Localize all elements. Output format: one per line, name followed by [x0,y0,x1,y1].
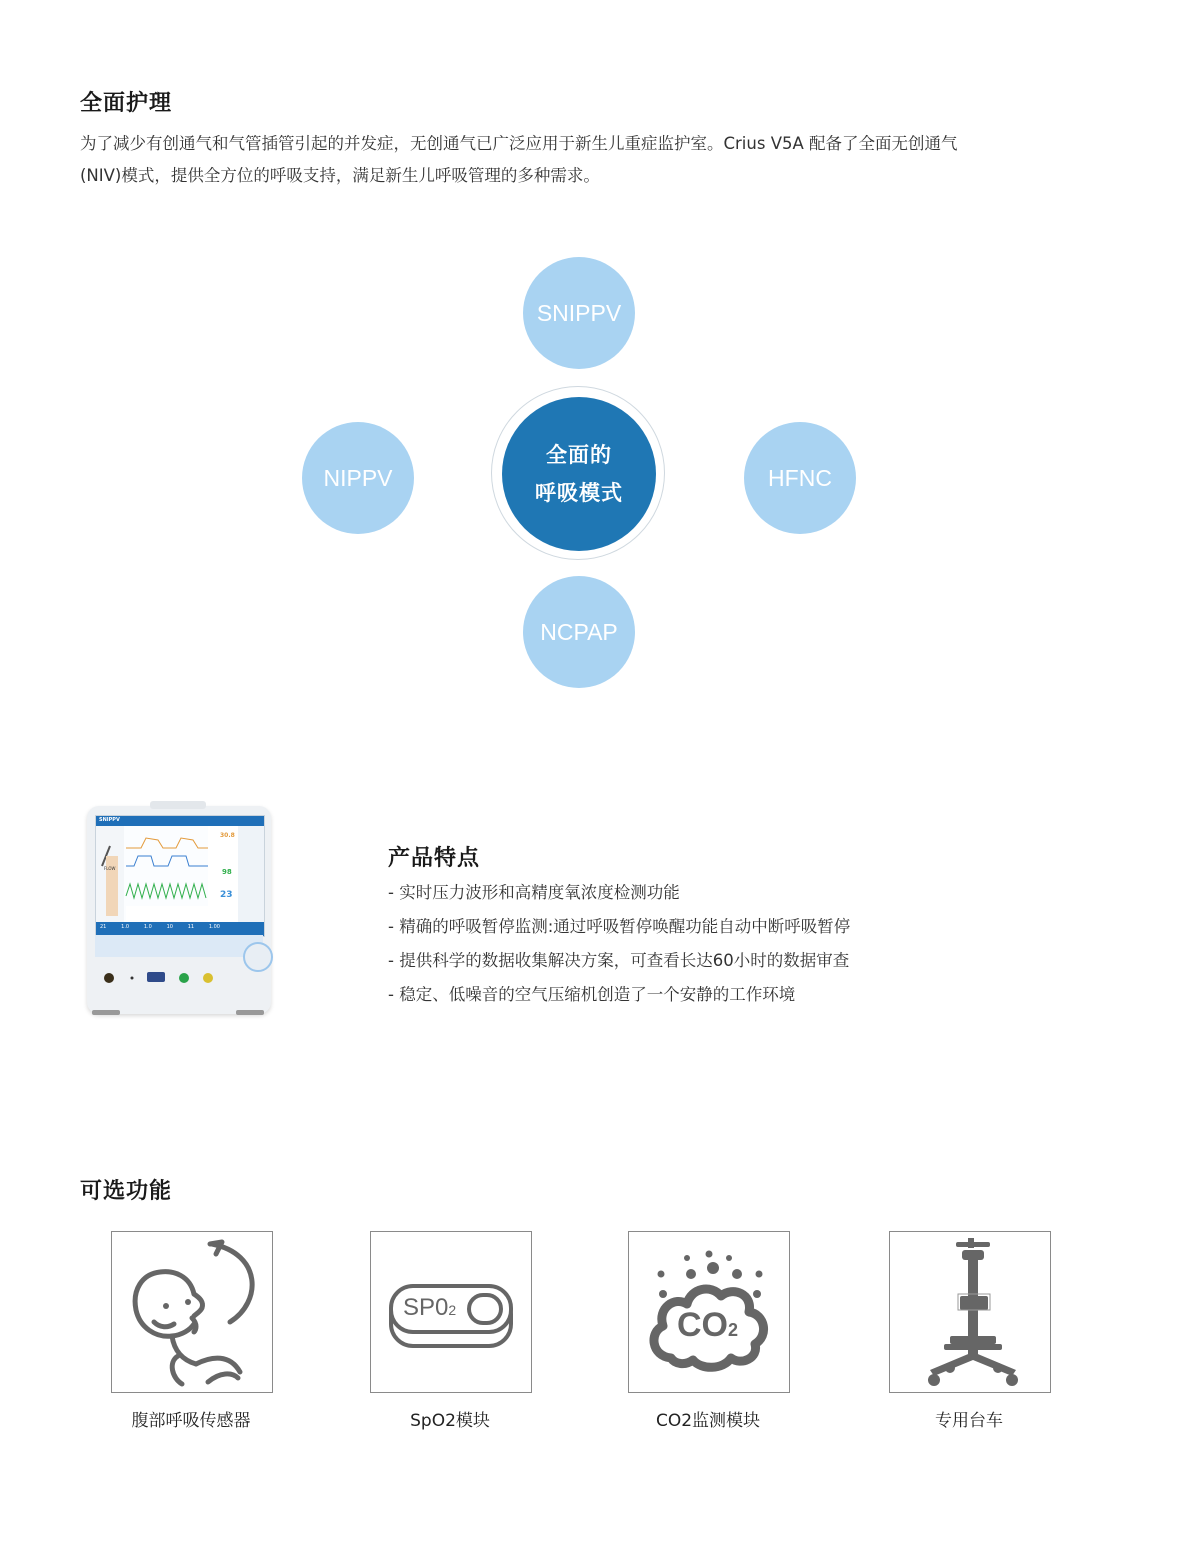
option-box-co2 [628,1231,790,1393]
option-label-spo2: SpO2模块 [410,1411,490,1431]
device-screen [95,815,265,937]
option-box-spo2 [370,1231,532,1393]
device-flow-label: FLOW [104,866,116,871]
mode-label-nippv: NIPPV [323,464,393,491]
device-handle [150,801,206,809]
intro-line-1: 为了减少有创通气和气管插管引起的并发症，无创通气已广泛应用于新生儿重症监护室。Crius V5A 配备了全面无创通气 [80,134,958,153]
mode-label-hfnc: HFNC [768,464,832,491]
feature-item: - 实时压力波形和高精度氧浓度检测功能 [388,883,680,902]
spo2-icon-text: SP02 [403,1294,457,1321]
baby-breathing-icon [112,1232,272,1392]
features-list [388,876,1108,1012]
mode-circle-nippv [302,422,414,534]
mode-circle-ncpap [523,576,635,688]
device-control-strip [95,935,263,957]
option-box-cart [889,1231,1051,1393]
feature-item: - 提供科学的数据收集解决方案，可查看长达60小时的数据审查 [388,951,850,970]
center-label-line1: 全面的 [546,443,612,467]
feature-item: - 稳定、低噪音的空气压缩机创造了一个安静的工作环境 [388,985,796,1004]
section-title-features: 产品特点 [388,846,481,871]
device-bottom-values: 21 1.0 1.0 10 11 1.00 [100,924,220,930]
mode-circle-snippv [523,257,635,369]
intro-line-2: (NIV)模式，提供全方位的呼吸支持，满足新生儿呼吸管理的多种需求。 [80,166,600,185]
mode-circle-hfnc [744,422,856,534]
device-waveforms [96,826,264,936]
device-value-c: 23 [220,890,233,900]
mode-label-snippv: SNIPPV [536,299,622,326]
section-title-care: 全面护理 [80,91,173,116]
option-label-co2: CO2监测模块 [655,1411,761,1431]
device-value-a: 30.8 [220,832,235,839]
center-label-line2: 呼吸模式 [535,481,623,505]
feature-item: - 精确的呼吸暂停监测:通过呼吸暂停唤醒功能自动中断呼吸暂停 [388,917,851,936]
option-box-abdominal-sensor [111,1231,273,1393]
device-ports [95,962,263,1002]
device-value-b: 98 [222,868,232,876]
section-title-options: 可选功能 [80,1179,173,1204]
option-label-abdominal-sensor: 腹部呼吸传感器 [131,1411,251,1431]
co2-icon-text: CO2 [677,1306,739,1344]
center-circle [502,397,656,551]
mode-label-ncpap: NCPAP [540,618,618,645]
device-foot-left [92,1010,120,1015]
cart-stand-icon [890,1232,1050,1392]
device-foot-right [236,1010,264,1015]
option-label-cart: 专用台车 [935,1411,1003,1431]
device-mode-label: SNIPPV [99,817,120,823]
intro-paragraph [80,128,1140,192]
